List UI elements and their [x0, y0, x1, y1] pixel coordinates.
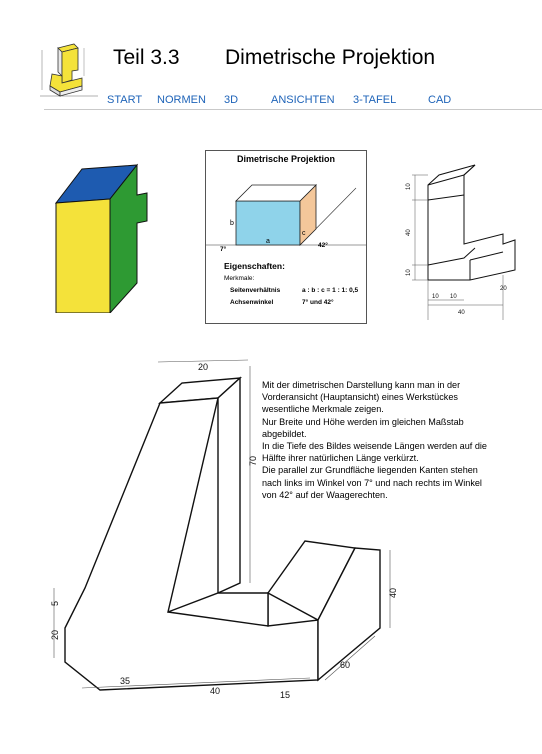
description-line: nach links im Winkel von 7° und nach rechts im Winkel: [262, 477, 482, 488]
dimetric-cube-diagram: [206, 163, 366, 258]
dim-small-step: 5: [50, 600, 60, 606]
ratio-value: a : b : c = 1 : 1: 0,5: [302, 287, 359, 294]
description-line: Nur Breite und Höhe werden im gleichen Maßstab: [262, 416, 464, 427]
description-line: Hälfte ihrer natürlichen Länge verkürzt.: [262, 453, 419, 464]
description-line: Mit der dimetrischen Darstellung kann man in der: [262, 380, 461, 390]
nav-divider: [44, 109, 542, 110]
angle-row: [230, 299, 334, 306]
dimetric-properties-card: [205, 150, 367, 324]
card-title: Dimetrische Projektion: [236, 154, 336, 164]
part-logo-icon: [38, 40, 100, 102]
page-title: Dimetrische Projektion: [225, 46, 436, 69]
description-line: Die parallel zur Grundfläche liegenden Kanten stehen: [262, 465, 478, 476]
sketch-dim-top: 10: [406, 183, 412, 190]
description-line: abgebildet.: [262, 428, 307, 439]
angle-value: 7° und 42°: [302, 299, 334, 306]
ratio-label: Seitenverhältnis: [230, 287, 281, 294]
sketch-dim-w1: 10: [432, 294, 439, 300]
angle-label-right: 42°: [318, 242, 328, 249]
description-line: In die Tiefe des Bildes weisende Längen werden auf die: [262, 441, 487, 452]
description-line: Vorderansicht (Hauptansicht) eines Werkstückes: [262, 392, 458, 403]
colored-3d-block-illustration: [52, 163, 157, 313]
dim-width-mid: 40: [210, 686, 221, 696]
dim-upright-height: 70: [248, 455, 258, 466]
angle-label-left: 7°: [220, 246, 227, 253]
section-number: Teil 3.3: [113, 46, 180, 69]
properties-heading: Eigenschaften:: [224, 261, 285, 271]
description-text: [262, 379, 524, 501]
cube-label-a: a: [266, 238, 270, 245]
sketch-dim-middle: 40: [406, 229, 412, 236]
nav-normen-link[interactable]: NORMEN: [157, 94, 206, 106]
nav-start-link[interactable]: START: [107, 94, 143, 106]
nav-cad-link[interactable]: CAD: [428, 94, 452, 106]
nav-3d-link[interactable]: 3D: [224, 94, 239, 106]
nav-ansichten-link[interactable]: ANSICHTEN: [271, 94, 335, 106]
dim-depth: 60: [340, 660, 351, 670]
ratio-row: [230, 287, 359, 294]
cube-label-b: b: [230, 220, 234, 227]
description-line: von 42° auf der Waagerechten.: [262, 489, 388, 500]
nav-3-tafel-link[interactable]: 3-TAFEL: [353, 94, 397, 106]
sketch-dim-total: 40: [458, 310, 465, 316]
features-label: Merkmale:: [224, 275, 255, 282]
description-line: wesentliche Merkmale zeigen.: [262, 404, 384, 415]
sketch-dim-bottom: 10: [406, 269, 412, 276]
dimensioned-3d-sketch: [400, 160, 518, 325]
cube-label-c: c: [302, 230, 306, 237]
dim-top-width: 20: [198, 362, 209, 372]
sketch-dim-w3: 20: [500, 286, 507, 292]
angle-label: Achsenwinkel: [230, 299, 274, 306]
dim-base-height: 20: [50, 629, 60, 640]
dim-width-right: 15: [280, 690, 291, 700]
top-navigation: [0, 94, 542, 110]
dim-block-height: 40: [388, 587, 398, 598]
sketch-dim-w2: 10: [450, 294, 457, 300]
dim-width-left: 35: [120, 676, 131, 686]
